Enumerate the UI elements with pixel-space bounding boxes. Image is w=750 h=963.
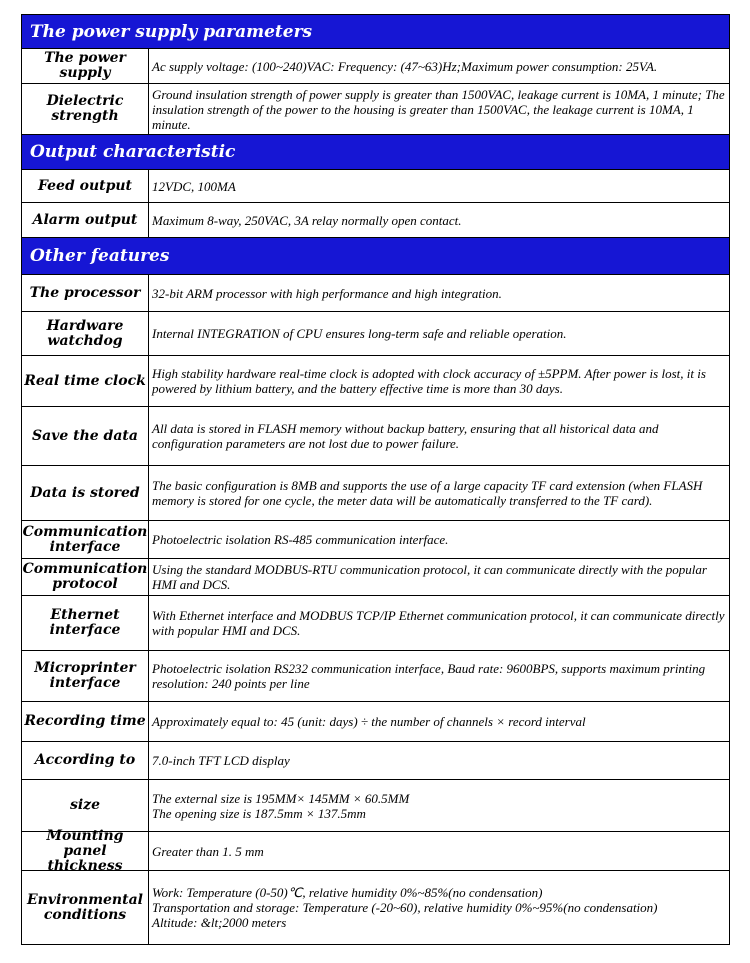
row-value: 12VDC, 100MA xyxy=(152,178,236,194)
table-row xyxy=(22,558,729,595)
table-row xyxy=(22,274,729,311)
row-value: All data is stored in FLASH memory without backup battery, ensuring that all historical data and configuration parameters are not lost due to power failure. xyxy=(152,421,659,451)
row-value: The basic configuration is 8MB and supports the use of a large capacity TF card extension (when FLASH memory is stored for one cycle, the meter data will be automatically transferred to the TF card). xyxy=(152,478,703,508)
table-row xyxy=(22,202,729,237)
table-row xyxy=(22,169,729,202)
table-row xyxy=(22,48,729,83)
row-label: Mounting panel thickness xyxy=(22,832,149,870)
table-row xyxy=(22,465,729,520)
row-value: Greater than 1. 5 mm xyxy=(152,843,264,859)
table-row xyxy=(22,83,729,134)
table-row xyxy=(22,870,729,944)
row-label: Communication interface xyxy=(22,521,149,558)
section-title: Output characteristic xyxy=(30,142,236,162)
row-value xyxy=(149,780,729,831)
row-label: Feed output xyxy=(22,170,149,202)
row-value: Photoelectric isolation RS-485 communication interface. xyxy=(152,532,449,547)
row-label: Alarm output xyxy=(22,203,149,237)
table-row xyxy=(22,595,729,650)
row-label: Hardware watchdog xyxy=(22,312,149,355)
table-row xyxy=(22,355,729,406)
section-title: The power supply parameters xyxy=(30,21,313,42)
row-label: Microprinter interface xyxy=(22,651,149,701)
size-line: The external size is 195MM× 145MM × 60.5MM xyxy=(152,790,410,806)
table-row xyxy=(22,701,729,741)
section-title: Other features xyxy=(30,246,170,266)
table-row xyxy=(22,406,729,465)
row-value: High stability hardware real-time clock is adopted with clock accuracy of ±5PPM. After power is lost, it is powered by lithium battery, and the battery effective time is more than 30 days. xyxy=(152,366,706,396)
table-row xyxy=(22,520,729,558)
row-label: According to xyxy=(22,742,149,779)
environment-line: Altitude: &lt;2000 meters xyxy=(152,915,287,930)
table-row xyxy=(22,827,729,874)
environment-line: Work: Temperature (0-50)℃, relative humidity 0%~85%(no condensation) xyxy=(152,885,543,900)
row-value xyxy=(149,871,729,944)
row-value: Using the standard MODBUS-RTU communication protocol, it can communicate directly with the popular HMI and DCS. xyxy=(152,562,707,592)
row-label: Environmental conditions xyxy=(22,871,149,944)
row-value: Maximum 8-way, 250VAC, 3A relay normally open contact. xyxy=(152,212,462,228)
table-row xyxy=(22,650,729,701)
row-value: 7.0-inch TFT LCD display xyxy=(152,753,290,768)
section-header-power xyxy=(22,14,729,48)
section-header-other xyxy=(22,237,729,274)
row-label: Real time clock xyxy=(22,356,149,406)
row-label: The processor xyxy=(22,275,149,311)
row-label: Dielectric strength xyxy=(22,84,149,134)
row-value: 32-bit ARM processor with high performance and high integration. xyxy=(152,285,502,301)
table-row xyxy=(22,779,729,831)
row-value: Ground insulation strength of power supply is greater than 1500VAC, leakage current is 10MA, 1 minute; The insulation strength of the power to the housing is greater than 1500VAC, the leakage current is 10MA, 1 minute. xyxy=(152,86,725,132)
row-label: The power supply xyxy=(22,49,149,83)
size-line: The opening size is 187.5mm × 137.5mm xyxy=(152,805,366,821)
row-label: Save the data xyxy=(22,407,149,465)
row-value: Ac supply voltage: (100~240)VAC: Frequency: (47~63)Hz;Maximum power consumption: 25VA. xyxy=(152,58,658,74)
row-value: With Ethernet interface and MODBUS TCP/IP Ethernet communication protocol, it can communicate directly with popular HMI and DCS. xyxy=(152,608,725,638)
table-row xyxy=(22,311,729,355)
row-label: Data is stored xyxy=(22,466,149,520)
row-value: Internal INTEGRATION of CPU ensures long-term safe and reliable operation. xyxy=(152,326,567,341)
row-value: Approximately equal to: 45 (unit: days) ÷ the number of channels × record interval xyxy=(152,714,586,729)
row-value: Photoelectric isolation RS232 communication interface, Baud rate: 9600BPS, supports maximum printing resolution: 240 points per line xyxy=(152,661,706,691)
section-header-output xyxy=(22,134,729,169)
spec-table xyxy=(21,14,730,945)
row-label: Ethernet interface xyxy=(22,596,149,650)
row-label: Communication protocol xyxy=(22,559,149,595)
environment-line: Transportation and storage: Temperature (-20~60), relative humidity 0%~95%(no condensation) xyxy=(152,900,658,915)
table-row xyxy=(22,741,729,779)
row-label: Recording time xyxy=(22,702,149,741)
row-label: size xyxy=(22,780,149,831)
